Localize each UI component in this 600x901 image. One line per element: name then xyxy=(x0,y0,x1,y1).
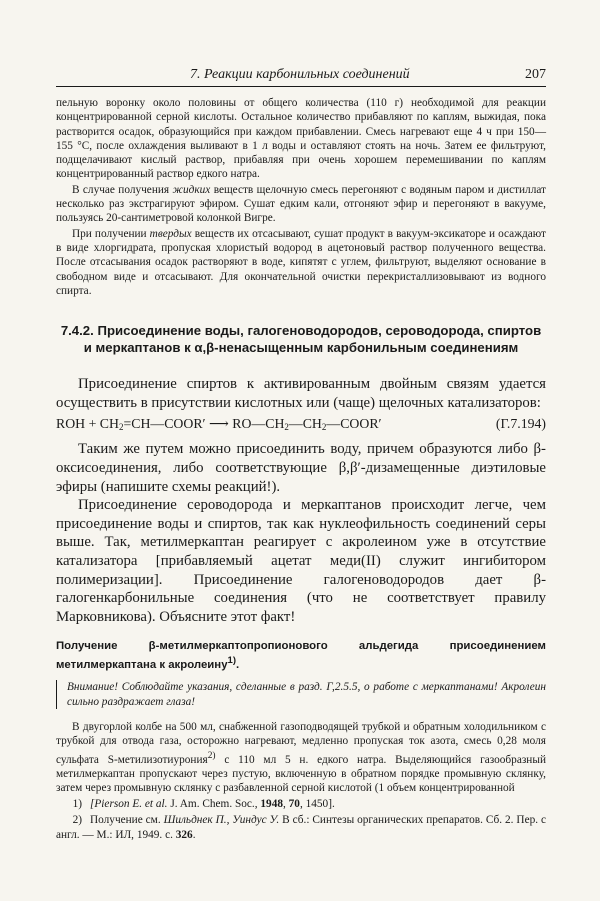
eq-product: —CH xyxy=(288,416,322,432)
text-run: Получение см. xyxy=(90,813,164,826)
footnote-ref: 2) xyxy=(207,750,216,761)
equation-formula xyxy=(56,413,382,438)
text-run: В двугорлой колбе на 500 мл, снабженной газоподводящей трубкой и обратным холодильником с трубкой для отвода газа, осторожно нагревают, медленно пропуская ток азота, смесь 0,28 моля сульфата S-метилизотиурония xyxy=(56,721,546,766)
footnote-year: 1948 xyxy=(260,798,283,810)
section-title: Присоединение воды, галогеноводородов, сероводорода, спиртов и меркаптанов к α,β-ненасыщенным карбонильным соединениям xyxy=(83,323,542,355)
section-heading xyxy=(56,323,546,356)
footnote-author: [Pierson E. et al. xyxy=(90,798,168,810)
continued-paragraph: пельную воронку около половины от общего количества (110 г) необходимой для реакции концентрированной серной кислоты. Остальное количество прибавляют по каплям, выжидая, пока растворится осадок, образующийся при каждом прибавлении. Смесь нагревают еще 4 ч при 150—155 °С, после охлаждения выливают в 1 л воды и оставляют стоять на ночь. Затем ее фильтруют, подщелачивают кислый раствор, прибавляя при очень хорошем перемешивании по каплям концентрированный раствор едкого натра. xyxy=(56,97,546,181)
footnote-journal: J. Am. Chem. Soc., xyxy=(167,798,261,810)
footnote-author: Шильднек П., Уиндус У. xyxy=(163,813,280,826)
text-run: В случае получения xyxy=(72,183,173,196)
footnote-1 xyxy=(56,797,546,813)
page-body xyxy=(56,96,546,795)
text-run: При получении xyxy=(72,227,150,240)
chapter-title: 7. Реакции карбонильных соединений xyxy=(190,67,410,82)
footnotes xyxy=(56,797,546,844)
solid-substances-paragraph xyxy=(56,227,546,298)
sulfur-addition-paragraph: Присоединение сероводорода и меркаптанов происходит легче, чем присоединение воды и спиртов, так как нуклеофильность соединений серы выше. Так, метилмеркаптан реагирует с акролеином уже в отсутствие катализатора [прибавляемый ацетат меди(II) служит ингибитором полимеризации]. Присоединение галогеноводородов дает β-галогенкарбонильные соединения (что не соответствует правилу Марковникова). Объясните этот факт! xyxy=(56,497,546,625)
eq-reactants: ROH + CH xyxy=(56,416,119,432)
preparation-title-text: Получение β-метилмеркаптопропионового альдегида присоединением метилмеркаптана к акролеину xyxy=(56,640,546,671)
text-run: , 1450]. xyxy=(299,798,335,810)
eq-subscript: 2 xyxy=(284,422,289,433)
text-run: В сб.: Синтезы органических препаратов. Сб. 2. Пер. с англ. — М.: ИЛ, 1949. с. xyxy=(56,813,546,841)
footnote-ref: 1) xyxy=(227,654,236,666)
alcohol-addition-paragraph: Присоединение спиртов к активированным двойным связям удается осуществить в присутствии кислотных или (чаще) щелочных катализаторов: xyxy=(56,376,546,411)
footnote-volume: 70 xyxy=(288,798,300,810)
safety-warning: Внимание! Соблюдайте указания, сделанные в разд. Г,2.5.5, о работе с меркаптанами! Акролеин сильно раздражает глаза! xyxy=(56,680,546,709)
eq-product: —COOR′ xyxy=(326,416,382,432)
preparation-title: Получение β-метилмеркаптопропионового альдегида присоединением метилмеркаптана к акролеину$^{1)}$. xyxy=(56,640,546,671)
reaction-equation xyxy=(56,413,546,434)
text-run: веществ их отсасывают, сушат продукт в вакуум-эксикаторе и осаждают в виде хлоргидрата, пропуская хлористый водород в ацетоновый раствор полученного вещества. После отсасывания осадок растворяют в воде, кипятят с углем, фильтруют, выделяют основание в свободном виде и отсасывают. Для окончательной очистки перекристаллизовывают из водного спирта. xyxy=(56,227,546,297)
eq-subscript: 2 xyxy=(118,422,124,433)
water-addition-paragraph: Таким же путем можно присоединить воду, причем образуются либо β-оксисоединения, либо соответствующие β,β′-дизамещенные диэтиловые эфиры (напишите схемы реакций!). xyxy=(56,441,546,495)
reaction-arrow: ⟶ xyxy=(209,416,229,432)
footnote-mark: 2) xyxy=(72,813,82,826)
section-number: 7.4.2. xyxy=(60,323,94,339)
text-run: . xyxy=(192,829,196,841)
footnote-page: 326 xyxy=(175,829,193,841)
text-run: , xyxy=(283,798,289,810)
text-run: с 110 мл 5 н. едкого натра. Выделяющийся газообразный метилмеркаптан пропускают через пустую, включенную в обратном порядке промывную склянку, затем через промывную склянку с разбавленной серной кислотой (1 объем концентрированной xyxy=(56,753,546,795)
emphasis-solid: твердых xyxy=(149,227,192,240)
footnote-2 xyxy=(56,813,546,844)
equation-number: (Г.7.194) xyxy=(495,416,546,432)
page-number: 207 xyxy=(525,67,546,82)
liquid-substances-paragraph xyxy=(56,183,546,226)
eq-subscript: 2 xyxy=(321,422,327,433)
eq-reactants-rest: =CH—COOR′ xyxy=(123,416,206,432)
eq-product: RO—CH xyxy=(232,416,285,432)
emphasis-liquid: жидких xyxy=(172,183,211,196)
running-header xyxy=(56,66,546,87)
preparation-procedure xyxy=(56,720,546,795)
text-run: веществ щелочную смесь перегоняют с водяным паром и дистиллат несколько раз экстрагируют эфиром. Сушат едким кали, отгоняют эфир и перегоняют в вакууме, пользуясь 20-сантиметровой колонкой Вигре. xyxy=(56,183,546,225)
footnote-mark: 1) xyxy=(72,798,82,810)
